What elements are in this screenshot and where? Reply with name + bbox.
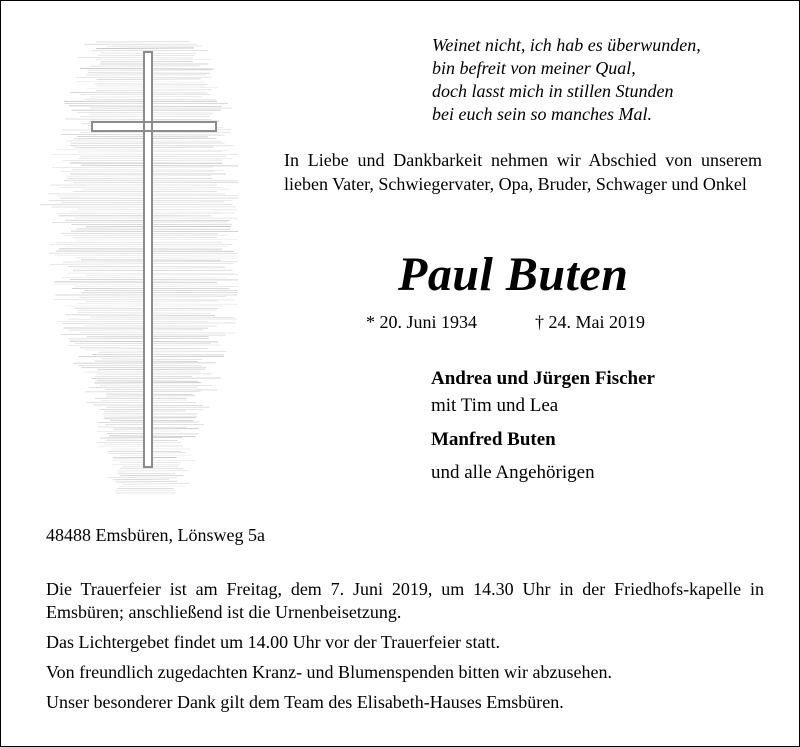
family-names-1: Andrea und Jürgen Fischer [431, 368, 655, 389]
family-relatives: und alle Angehörigen [431, 462, 595, 483]
poem-line-3: doch lasst mich in stillen Stunden [432, 81, 674, 101]
birth-date: * 20. Juni 1934 [366, 312, 478, 332]
ceremony-text: Die Trauerfeier ist am Freitag, dem 7. Juni 2019, um 14.30 Uhr in der Friedhofs-kapelle in Emsbüren; anschließend ist die Urnenbeisetzung. [46, 579, 764, 622]
poem-line-1: Weinet nicht, ich hab es überwunden, [432, 35, 701, 55]
flowers-text: Von freundlich zugedachten Kranz- und Blumenspenden bitten wir abzusehen. [46, 662, 612, 682]
poem [432, 34, 701, 126]
ceremony-details [46, 578, 764, 721]
death-date: † 24. Mai 2019 [535, 312, 646, 332]
poem-line-4: bei euch sein so manches Mal. [432, 104, 652, 124]
family-with-1: mit Tim und Lea [431, 395, 559, 416]
family-names-2: Manfred Buten [431, 429, 556, 450]
thanks-text: Unser besonderer Dank gilt dem Team des Elisabeth-Hauses Emsbüren. [46, 692, 564, 712]
prayer-text: Das Lichtergebet findet um 14.00 Uhr vor der Trauerfeier statt. [46, 632, 501, 652]
deceased-name: Paul Buten [398, 248, 629, 301]
address: 48488 Emsbüren, Lönsweg 5a [46, 525, 265, 545]
intro-text: In Liebe und Dankbarkeit nehmen wir Abschied von unserem lieben Vater, Schwiegervater, Opa, Bruder, Schwager und Onkel [284, 150, 762, 194]
life-dates [366, 311, 645, 333]
cross-icon [38, 38, 238, 498]
poem-line-2: bin befreit von meiner Qual, [432, 58, 636, 78]
cross-illustration [38, 38, 238, 498]
